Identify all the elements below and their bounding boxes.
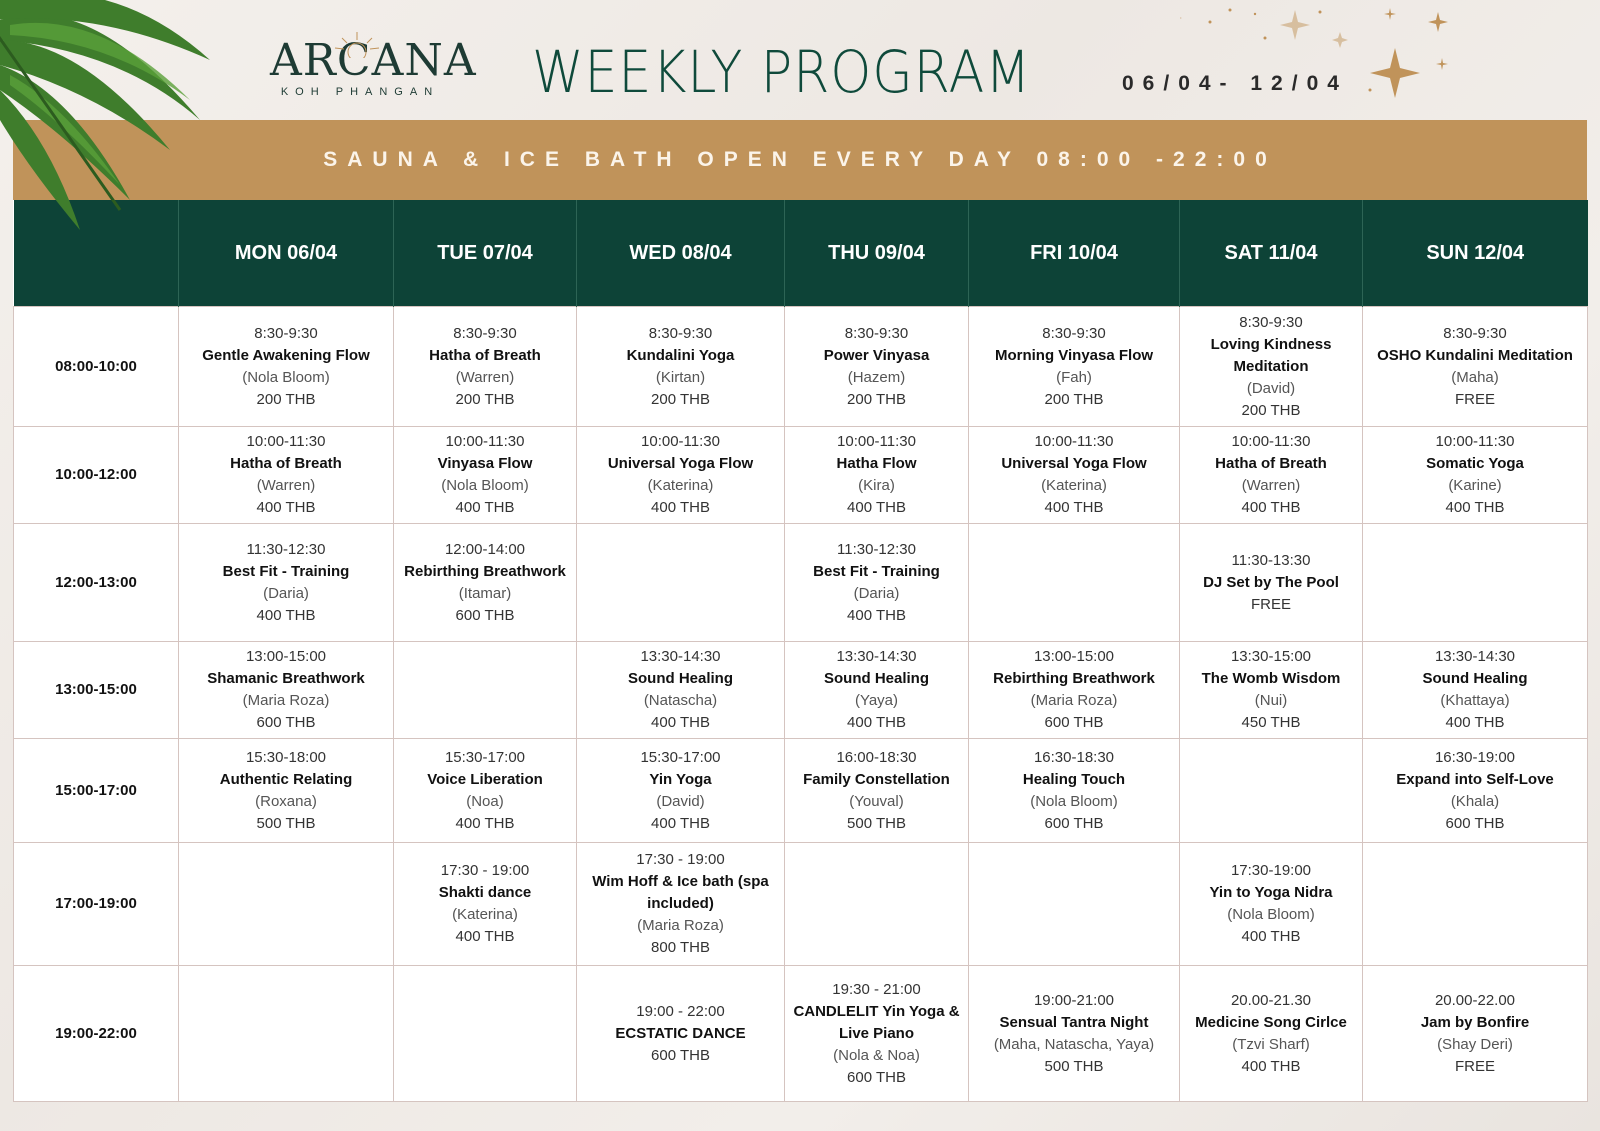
event-time: 8:30-9:30 bbox=[453, 324, 517, 342]
event-cell bbox=[1363, 307, 1588, 427]
event-cell bbox=[394, 739, 577, 843]
date-range: 06/04- 12/04 bbox=[1122, 72, 1348, 95]
event-cell bbox=[785, 739, 969, 843]
event-title: Sound Healing bbox=[628, 670, 733, 687]
event-host: (Youval) bbox=[849, 792, 904, 810]
schedule-table bbox=[13, 200, 1588, 1102]
sauna-banner: SAUNA & ICE BATH OPEN EVERY DAY 08:00 -22:00 bbox=[13, 120, 1587, 200]
event-price: 400 THB bbox=[455, 928, 515, 945]
schedule-row bbox=[14, 307, 1588, 427]
event-title: Hatha Flow bbox=[836, 455, 917, 472]
event-host: (Fah) bbox=[1056, 368, 1092, 386]
event-price: 400 THB bbox=[1241, 1057, 1301, 1075]
event-price: 500 THB bbox=[256, 814, 316, 832]
event-time: 16:30-18:30 bbox=[1033, 748, 1115, 766]
event-cell bbox=[1180, 427, 1363, 524]
event-cell bbox=[179, 739, 394, 843]
event-host: (Nola Bloom) bbox=[242, 368, 330, 386]
event-time: 16:00-18:30 bbox=[836, 748, 917, 766]
event-cell bbox=[179, 427, 394, 524]
event-time: 17:30 - 19:00 bbox=[636, 851, 725, 868]
event-title: Kundalini Yoga bbox=[626, 346, 735, 364]
event-host: (Katerina) bbox=[452, 906, 518, 923]
event-host: (Nola Bloom) bbox=[1227, 906, 1315, 923]
stars-decoration bbox=[1180, 0, 1500, 115]
event-time: 19:30 - 21:00 bbox=[832, 980, 921, 998]
event-price: 500 THB bbox=[1044, 1057, 1104, 1075]
event-price: 400 THB bbox=[1445, 499, 1505, 516]
event-title: Yin to Yoga Nidra bbox=[1209, 884, 1333, 901]
event-cell bbox=[577, 642, 785, 739]
day-header: MON 06/04 bbox=[179, 200, 394, 307]
event-price: FREE bbox=[1250, 595, 1291, 613]
time-slot-label: 19:00-22:00 bbox=[14, 966, 179, 1102]
event-cell bbox=[1180, 966, 1363, 1102]
event-time: 17:30 - 19:00 bbox=[440, 862, 530, 879]
event-price: 400 THB bbox=[651, 814, 710, 832]
event-time: 13:30-15:00 bbox=[1230, 648, 1312, 665]
event-title: Expand into Self-Love bbox=[1396, 770, 1554, 788]
event-title: Hatha of Breath bbox=[1215, 455, 1327, 472]
event-price: 600 THB bbox=[1445, 814, 1505, 832]
event-cell bbox=[969, 843, 1180, 966]
header-row bbox=[14, 200, 1588, 307]
event-price: FREE bbox=[1454, 1057, 1495, 1075]
event-price: 600 THB bbox=[1044, 714, 1104, 731]
sun-icon bbox=[332, 30, 382, 58]
event-cell bbox=[577, 524, 785, 642]
event-host: (Natascha) bbox=[643, 692, 718, 709]
event-time: 19:00-21:00 bbox=[1033, 991, 1115, 1009]
event-title: Voice Liberation bbox=[427, 770, 543, 788]
event-cell bbox=[394, 427, 577, 524]
event-cell bbox=[394, 642, 577, 739]
event-title: Universal Yoga Flow bbox=[607, 455, 754, 472]
event-host: (Maha) bbox=[1451, 368, 1499, 386]
event-title: Best Fit - Training bbox=[813, 562, 940, 580]
event-price: 400 THB bbox=[847, 714, 906, 731]
time-slot-label: 15:00-17:00 bbox=[14, 739, 179, 843]
event-host: (Warren) bbox=[1241, 477, 1301, 494]
time-slot-label: 10:00-12:00 bbox=[14, 427, 179, 524]
event-title: Best Fit - Training bbox=[222, 562, 350, 580]
day-header: TUE 07/04 bbox=[394, 200, 577, 307]
event-cell bbox=[394, 524, 577, 642]
event-cell bbox=[1363, 739, 1588, 843]
event-time: 13:00-15:00 bbox=[245, 648, 327, 665]
event-price: 600 THB bbox=[1044, 814, 1104, 832]
day-header: FRI 10/04 bbox=[969, 200, 1180, 307]
event-host: (David) bbox=[656, 792, 705, 810]
event-title: ECSTATIC DANCE bbox=[615, 1024, 746, 1042]
event-title: Power Vinyasa bbox=[823, 346, 930, 364]
event-title: Somatic Yoga bbox=[1426, 455, 1524, 472]
event-cell bbox=[785, 427, 969, 524]
event-host: (Katerina) bbox=[647, 477, 714, 494]
event-time: 20.00-21.30 bbox=[1230, 991, 1312, 1009]
event-cell bbox=[179, 524, 394, 642]
event-title: Universal Yoga Flow bbox=[1001, 455, 1147, 472]
event-host: (Warren) bbox=[455, 368, 515, 386]
event-cell bbox=[1180, 843, 1363, 966]
event-host: (Itamar) bbox=[458, 584, 512, 602]
event-cell bbox=[577, 427, 785, 524]
event-price: 800 THB bbox=[651, 939, 710, 956]
time-slot-label: 12:00-13:00 bbox=[14, 524, 179, 642]
event-title: Hatha of Breath bbox=[230, 455, 342, 472]
event-price: 400 THB bbox=[847, 499, 906, 516]
time-slot-label: 13:00-15:00 bbox=[14, 642, 179, 739]
event-price: FREE bbox=[1454, 390, 1495, 408]
event-price: 200 THB bbox=[1044, 390, 1104, 408]
event-title: Rebirthing Breathwork bbox=[993, 670, 1155, 687]
event-host: (Maria Roza) bbox=[1030, 692, 1118, 709]
event-host: (David) bbox=[1246, 379, 1296, 397]
event-price: 200 THB bbox=[1241, 401, 1301, 419]
event-price: 500 THB bbox=[847, 814, 906, 832]
event-time: 13:30-14:30 bbox=[1434, 648, 1516, 665]
event-time: 8:30-9:30 bbox=[844, 324, 909, 342]
event-time: 10:00-11:30 bbox=[1034, 433, 1114, 450]
event-host: (Maria Roza) bbox=[637, 917, 724, 934]
event-price: 200 THB bbox=[651, 390, 710, 408]
event-time: 15:30-18:00 bbox=[245, 748, 327, 766]
event-time: 10:00-11:30 bbox=[246, 433, 326, 450]
event-cell bbox=[785, 524, 969, 642]
event-title: Yin Yoga bbox=[649, 770, 712, 788]
event-title: Healing Touch bbox=[1022, 770, 1126, 788]
event-host: (Tzvi Sharf) bbox=[1232, 1035, 1310, 1053]
event-host: (Khattaya) bbox=[1440, 692, 1510, 709]
event-cell bbox=[785, 307, 969, 427]
event-price: 600 THB bbox=[847, 1068, 906, 1086]
event-cell bbox=[577, 966, 785, 1102]
event-cell bbox=[1363, 966, 1588, 1102]
event-time: 13:30-14:30 bbox=[836, 648, 917, 665]
event-cell bbox=[1180, 524, 1363, 642]
time-slot-label: 17:00-19:00 bbox=[14, 843, 179, 966]
event-cell bbox=[1180, 307, 1363, 427]
event-time: 11:30-13:30 bbox=[1231, 551, 1311, 569]
event-price: 200 THB bbox=[256, 390, 316, 408]
event-host: (Warren) bbox=[256, 477, 316, 494]
event-time: 19:00 - 22:00 bbox=[636, 1002, 725, 1020]
event-title: Jam by Bonfire bbox=[1420, 1013, 1530, 1031]
event-title: Morning Vinyasa Flow bbox=[994, 346, 1154, 364]
event-cell bbox=[969, 307, 1180, 427]
event-cell bbox=[577, 739, 785, 843]
event-title: Gentle Awakening Flow bbox=[202, 346, 370, 364]
day-header: WED 08/04 bbox=[577, 200, 785, 307]
event-time: 12:00-14:00 bbox=[444, 540, 526, 558]
event-title: Family Constellation bbox=[803, 770, 950, 788]
event-host: (Maria Roza) bbox=[242, 692, 330, 709]
event-host: (Daria) bbox=[853, 584, 900, 602]
event-cell bbox=[577, 843, 785, 966]
schedule-row bbox=[14, 739, 1588, 843]
event-cell bbox=[969, 739, 1180, 843]
schedule-row bbox=[14, 843, 1588, 966]
day-header: SAT 11/04 bbox=[1180, 200, 1363, 307]
event-title: Rebirthing Breathwork bbox=[404, 562, 566, 580]
event-cell bbox=[785, 843, 969, 966]
event-time: 10:00-11:30 bbox=[641, 433, 720, 450]
event-host: (Kira) bbox=[858, 477, 895, 494]
logo-name: ARCANA bbox=[270, 35, 477, 86]
event-time: 10:00-11:30 bbox=[1231, 433, 1311, 450]
event-cell bbox=[577, 307, 785, 427]
event-price: 400 THB bbox=[455, 499, 515, 516]
event-price: 400 THB bbox=[651, 499, 710, 516]
event-title: Shakti dance bbox=[438, 884, 532, 901]
arcana-logo bbox=[270, 35, 477, 98]
event-cell bbox=[394, 843, 577, 966]
schedule-row bbox=[14, 427, 1588, 524]
event-title: Wim Hoff & Ice bath (spa included) bbox=[592, 873, 769, 912]
event-title: Medicine Song Cirlce bbox=[1195, 1013, 1347, 1031]
event-cell bbox=[969, 642, 1180, 739]
event-price: 400 THB bbox=[651, 714, 710, 731]
event-host: (Karine) bbox=[1448, 477, 1502, 494]
day-header: THU 09/04 bbox=[785, 200, 969, 307]
event-title: Authentic Relating bbox=[219, 770, 353, 788]
event-time: 15:30-17:00 bbox=[444, 748, 526, 766]
event-cell bbox=[1363, 642, 1588, 739]
event-host: (Khala) bbox=[1450, 792, 1500, 810]
event-time: 11:30-12:30 bbox=[837, 540, 916, 558]
event-cell bbox=[1363, 427, 1588, 524]
event-title: OSHO Kundalini Meditation bbox=[1377, 346, 1573, 364]
day-header: SUN 12/04 bbox=[1363, 200, 1588, 307]
event-cell bbox=[394, 307, 577, 427]
event-price: 600 THB bbox=[256, 714, 316, 731]
schedule-row bbox=[14, 642, 1588, 739]
event-price: 400 THB bbox=[256, 606, 316, 624]
event-host: (Katerina) bbox=[1041, 477, 1107, 494]
event-time: 15:30-17:00 bbox=[640, 748, 721, 766]
event-host: (Noa) bbox=[466, 792, 504, 810]
event-time: 8:30-9:30 bbox=[648, 324, 713, 342]
event-host: (Shay Deri) bbox=[1437, 1035, 1513, 1053]
event-cell bbox=[969, 427, 1180, 524]
event-title: Vinyasa Flow bbox=[437, 455, 533, 472]
event-price: 400 THB bbox=[1044, 499, 1104, 516]
event-cell bbox=[179, 307, 394, 427]
event-host: (Nola Bloom) bbox=[441, 477, 529, 494]
event-cell bbox=[394, 966, 577, 1102]
event-host: (Roxana) bbox=[255, 792, 317, 810]
event-host: (Hazem) bbox=[847, 368, 906, 386]
event-time: 10:00-11:30 bbox=[1435, 433, 1515, 450]
event-host: (Nola & Noa) bbox=[833, 1046, 920, 1064]
page-title: WEEKLY PROGRAM bbox=[532, 38, 1032, 106]
event-host: (Kirtan) bbox=[655, 368, 706, 386]
event-price: 450 THB bbox=[1241, 714, 1301, 731]
event-price: 200 THB bbox=[847, 390, 906, 408]
event-time: 13:30-14:30 bbox=[640, 648, 721, 665]
event-cell bbox=[179, 966, 394, 1102]
event-host: (Maha, Natascha, Yaya) bbox=[993, 1035, 1155, 1053]
event-price: 200 THB bbox=[455, 390, 515, 408]
time-slot-label: 08:00-10:00 bbox=[14, 307, 179, 427]
event-cell bbox=[1363, 843, 1588, 966]
event-time: 20.00-22.00 bbox=[1434, 991, 1516, 1009]
event-time: 10:00-11:30 bbox=[837, 433, 916, 450]
event-price: 600 THB bbox=[651, 1046, 710, 1064]
logo-subtitle: KOH PHANGAN bbox=[280, 86, 440, 98]
event-cell bbox=[969, 966, 1180, 1102]
schedule-row bbox=[14, 966, 1588, 1102]
event-time: 8:30-9:30 bbox=[1443, 324, 1507, 342]
event-title: Shamanic Breathwork bbox=[207, 670, 365, 687]
event-cell bbox=[969, 524, 1180, 642]
event-title: DJ Set by The Pool bbox=[1203, 573, 1339, 591]
event-title: Hatha of Breath bbox=[429, 346, 541, 364]
event-host: (Yaya) bbox=[854, 692, 899, 709]
event-cell bbox=[785, 966, 969, 1102]
event-cell bbox=[179, 642, 394, 739]
event-price: 600 THB bbox=[455, 606, 515, 624]
event-price: 400 THB bbox=[1241, 499, 1301, 516]
event-cell bbox=[1180, 642, 1363, 739]
event-host: (Nui) bbox=[1254, 692, 1288, 709]
event-time: 17:30-19:00 bbox=[1230, 862, 1312, 879]
event-price: 400 THB bbox=[256, 499, 316, 516]
event-time: 16:30-19:00 bbox=[1434, 748, 1516, 766]
event-price: 400 THB bbox=[455, 814, 515, 832]
event-time: 8:30-9:30 bbox=[1239, 313, 1303, 331]
event-price: 400 THB bbox=[1241, 928, 1301, 945]
event-host: (Nola Bloom) bbox=[1030, 792, 1118, 810]
schedule-row bbox=[14, 524, 1588, 642]
event-time: 13:00-15:00 bbox=[1033, 648, 1115, 665]
event-title: Sound Healing bbox=[1422, 670, 1528, 687]
event-host: (Daria) bbox=[263, 584, 309, 602]
event-cell bbox=[179, 843, 394, 966]
event-title: Sound Healing bbox=[824, 670, 929, 687]
event-time: 10:00-11:30 bbox=[445, 433, 525, 450]
event-time: 8:30-9:30 bbox=[1042, 324, 1106, 342]
event-price: 400 THB bbox=[847, 606, 906, 624]
event-cell bbox=[1363, 524, 1588, 642]
event-time: 8:30-9:30 bbox=[254, 324, 318, 342]
event-price: 400 THB bbox=[1445, 714, 1505, 731]
event-title: Loving Kindness Meditation bbox=[1210, 335, 1332, 375]
event-title: The Womb Wisdom bbox=[1201, 670, 1341, 687]
event-title: CANDLELIT Yin Yoga & Live Piano bbox=[793, 1002, 960, 1042]
event-cell bbox=[785, 642, 969, 739]
event-time: 11:30-12:30 bbox=[246, 540, 326, 558]
event-cell bbox=[1180, 739, 1363, 843]
palm-leaf-decoration bbox=[0, 0, 230, 240]
event-title: Sensual Tantra Night bbox=[999, 1013, 1149, 1031]
